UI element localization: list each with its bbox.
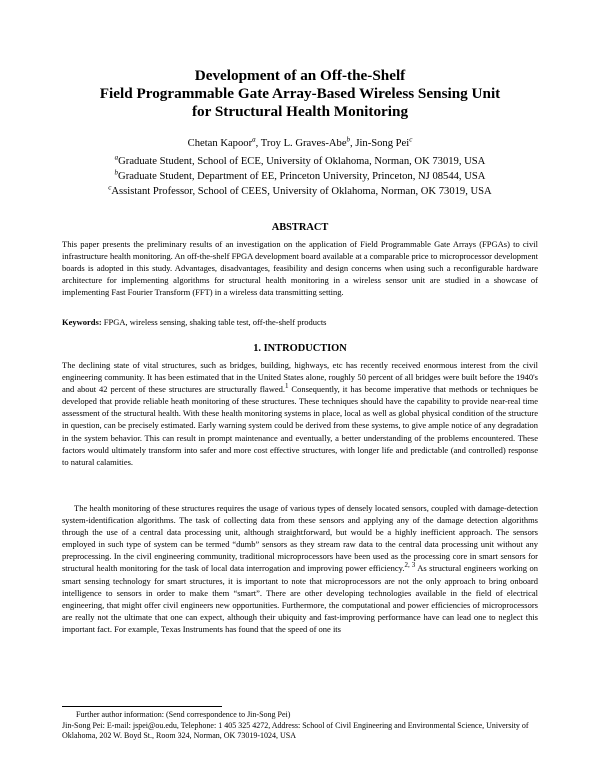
keywords-text: FPGA, wireless sensing, shaking table test, off-the-shelf products	[103, 317, 327, 327]
citation-ref: 2, 3	[404, 561, 416, 570]
author-name: Jin-Song Pei	[355, 138, 410, 149]
title-line: Development of an Off-the-Shelf	[194, 67, 406, 84]
affiliation-mark: c	[108, 183, 112, 192]
intro-paragraph	[62, 502, 538, 635]
affiliation-text: Graduate Student, Department of EE, Princeton University, Princeton, NJ 08544, USA	[118, 171, 486, 182]
affiliation-mark: c	[409, 135, 413, 144]
paragraph-text: The health monitoring of these structures requires the usage of various types of densely located sensors, coupled with damage-detection system-identification algorithms. The task of collecting data from these sensors and applying any of the damage detection algorithms through the use of a central data processing unit, although straightforward, but would be a highly inefficient approach. The sensors employed in such type of system can be termed “dumb” sensors as they stream raw data to the central data processing unit without any preprocessing. In the civil engineering community, traditional microprocessors have been used as the processing core in smart sensors for structural health monitoring for the task of local data interrogation and improving power efficiency.	[62, 503, 538, 574]
paragraph-text: Consequently, it has become imperative that methods or techniques be developed that provide reliable heath monitoring of these structures. These techniques should have the capability to provide near-real time assessment of the structural health. With these health monitoring systems in place, local as well as global physical condition of the structure in question, can be precisely estimated. Early warning system could be derived from these systems, to give ample notice of any degradation in the system behavior. This can result in prompt maintenance and eventually, a better understanding of the problems encountered. These factors would ultimately transform into safer and more cost effective structures, with longer life and predictable (and controlled) response to natural calamities.	[62, 384, 538, 467]
title-line: for Structural Health Monitoring	[191, 103, 409, 120]
affiliation-mark: a	[114, 153, 119, 162]
affiliation-mark: b	[114, 168, 119, 177]
footnote	[62, 710, 538, 742]
intro-paragraph	[62, 359, 538, 468]
author-name: Troy L. Graves-Abe	[260, 138, 347, 149]
affiliation	[40, 154, 560, 169]
abstract-heading: ABSTRACT	[271, 222, 329, 233]
abstract-text: This paper presents the preliminary results of an investigation on the application of Field Programmable Gate Arrays (FPGAs) to civil infrastructure health monitoring. An off-the-shelf FPGA development board available at a comparable price to microprocessor development boards is adopted in this study. Advantages, disadvantages, feasibility and design concerns when using such a reconfigurable hardware architecture for implementing algorithms for structural health monitoring in a wireless sensor unit are studied in a showcase of implementing Fast Fourier Transform (FFT) in a wireless data transmitting setting.	[62, 239, 538, 298]
keywords-label: Keywords:	[62, 317, 102, 327]
affiliation-text: Assistant Professor, School of CEES, University of Oklahoma, Norman, OK 73019, USA	[111, 186, 492, 197]
keywords	[62, 316, 538, 328]
citation-ref: 1	[285, 382, 289, 391]
paper-title	[40, 67, 560, 121]
footnote-body: Jin-Song Pei: E-mail: jspei@ou.edu, Telephone: 1 405 325 4272, Address: School of Civil Engineering and Environmental Science, University of Oklahoma, 202 W. Boyd St., Room 324, Norman, OK 73019-1024, USA	[62, 720, 529, 741]
paragraph-text: As structural engineers working on smart sensing technology for smart structures, it is important to note that microprocessors are not the only approach to bring onboard intelligence to sensors in order to make them “smart”. There are other developing technologies available in the field of electrical engineering, that might offer civil engineers new opportunities. Furthermore, the computational and power efficiencies of microprocessors are really not the ultimate that one can expect, although their ubiquity and fast-improving performance have can lead one to neglect this important fact. For example, Texas Instruments has found that the speed of one its	[62, 563, 538, 634]
affiliation-mark: a	[252, 135, 256, 144]
affiliation	[40, 169, 560, 184]
affiliation-list	[40, 154, 560, 199]
author-name: Chetan Kapoor	[187, 138, 253, 149]
section-heading-introduction: 1. INTRODUCTION	[253, 343, 347, 354]
affiliation-text: Graduate Student, School of ECE, University of Oklahoma, Norman, OK 73019, USA	[118, 156, 486, 167]
affiliation	[40, 184, 560, 199]
title-line: Field Programmable Gate Array-Based Wireless Sensing Unit	[99, 85, 501, 102]
footnote-heading: Further author information: (Send correspondence to Jin-Song Pei)	[76, 710, 291, 719]
footnote-rule	[62, 706, 222, 707]
paragraph-text: The declining state of vital structures, such as bridges, building, highways, etc has recently received enormous interest from the civil engineering community. It has been estimated that in the United States alone, roughly 50 percent of all bridges were built before the 1940's and about 42 percent of these structures are structurally flawed.	[62, 360, 538, 395]
affiliation-mark: b	[346, 135, 351, 144]
author-list: Chetan Kapoor$^a$, Troy L. Graves-Abe$^b$, Jin-Song Pei$^c$	[187, 135, 413, 149]
